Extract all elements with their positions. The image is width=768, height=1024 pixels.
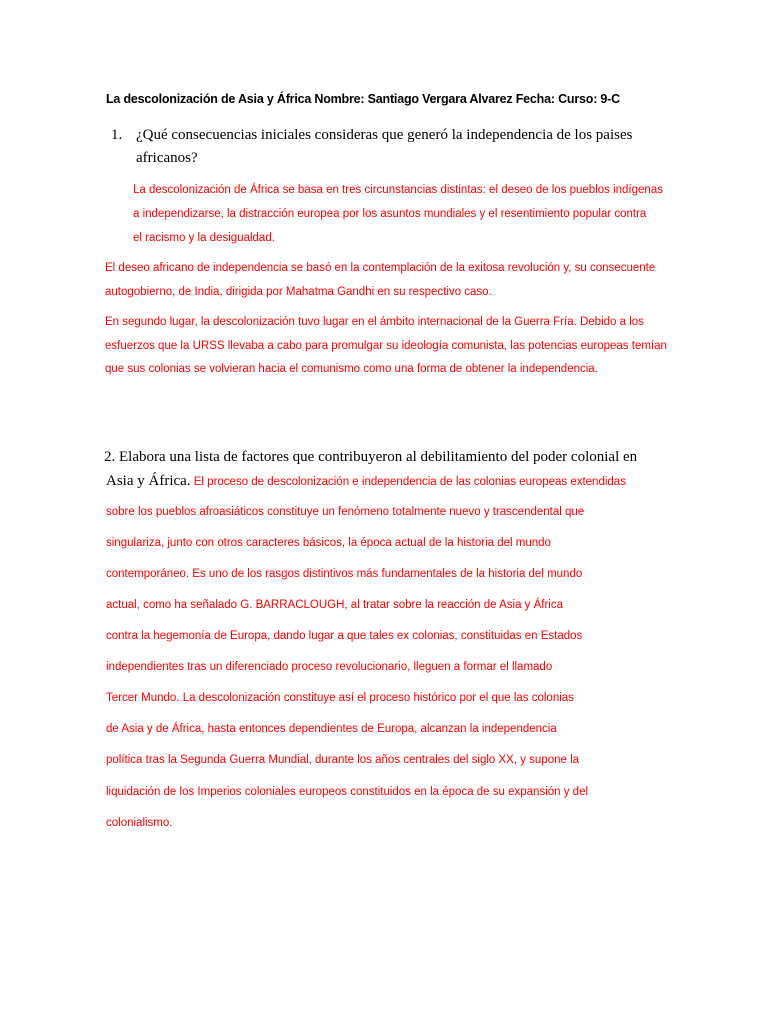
question-1-number: 1. [111,127,123,143]
answer-2-line-5: actual, como ha señalado G. BARRACLOUGH, al tratar sobre la reacción de Asia y África [106,599,564,611]
answer-1-block-1-line-2: a independizarse, la distracción europea por los asuntos mundiales y el resentimiento popular contra [133,208,647,220]
answer-2-line-3: singulariza, junto con otros caracteres básicos, la época actual de la historia del mundo [106,537,551,549]
answer-2-line-6: contra la hegemonía de Europa, dando lugar a que tales ex colonias, constituidas en Estados [106,630,583,642]
question-1-line-1: ¿Qué consecuencias iniciales consideras que generó la independencia de los paises [136,127,633,143]
document-header: La descolonización de Asia y África Nombre: Santiago Vergara Alvarez Fecha: Curso: 9-C [106,92,620,106]
answer-1-block-1-line-3: el racismo y la desigualdad. [133,232,275,244]
question-1-line-2: africanos? [136,150,198,166]
answer-1-block-3-line-1: En segundo lugar, la descolonización tuvo lugar en el ámbito internacional de la Guerra Fría. Debido a los [105,316,644,328]
answer-2-line-8: Tercer Mundo. La descolonización constituye así el proceso histórico por el que las colonias [106,692,574,704]
answer-1-block-2-line-2: autogobierno, de India, dirigida por Mahatma Gandhi en su respectivo caso. [105,286,492,298]
answer-2-line-4: contemporáneo. Es uno de los rasgos distintivos más fundamentales de la historia del mundo [106,568,583,580]
question-2-text-end: Asia y África. [106,473,191,489]
answer-2-line-12: colonialismo. [106,817,173,829]
answer-1-block-3-line-2: esfuerzos que la URSS llevaba a cabo para promulgar su ideología comunista, las potencias europeas temían [105,340,667,352]
answer-2-line-1: El proceso de descolonización e independencia de las colonias europeas extendidas [190,476,626,488]
answer-2-line-11: liquidación de los Imperios coloniales europeos constituidos en la época de su expansión y del [106,786,589,798]
answer-2-line-7: independientes tras un diferenciado proceso revolucionario, lleguen a formar el llamado [106,661,553,673]
question-2-line-1: 2. Elabora una lista de factores que contribuyeron al debilitamiento del poder colonial en [104,449,638,465]
answer-1-block-1-line-1: La descolonización de África se basa en tres circunstancias distintas: el deseo de los pueblos indígenas [133,184,663,196]
answer-2-line-9: de Asia y de África, hasta entonces dependientes de Europa, alcanzan la independencia [106,723,557,735]
answer-1-block-2-line-1: El deseo africano de independencia se basó en la contemplación de la exitosa revolución y, su consecuente [105,262,656,274]
answer-2-line-10: política tras la Segunda Guerra Mundial, durante los años centrales del siglo XX, y supone la [106,754,580,766]
question-2-line-2 [106,472,626,490]
answer-2-line-2: sobre los pueblos afroasiáticos constituye un fenómeno totalmente nuevo y trascendental que [106,506,585,518]
answer-1-block-3-line-3: que sus colonias se volvieran hacia el comunismo como una forma de obtener la independencia. [105,363,598,375]
